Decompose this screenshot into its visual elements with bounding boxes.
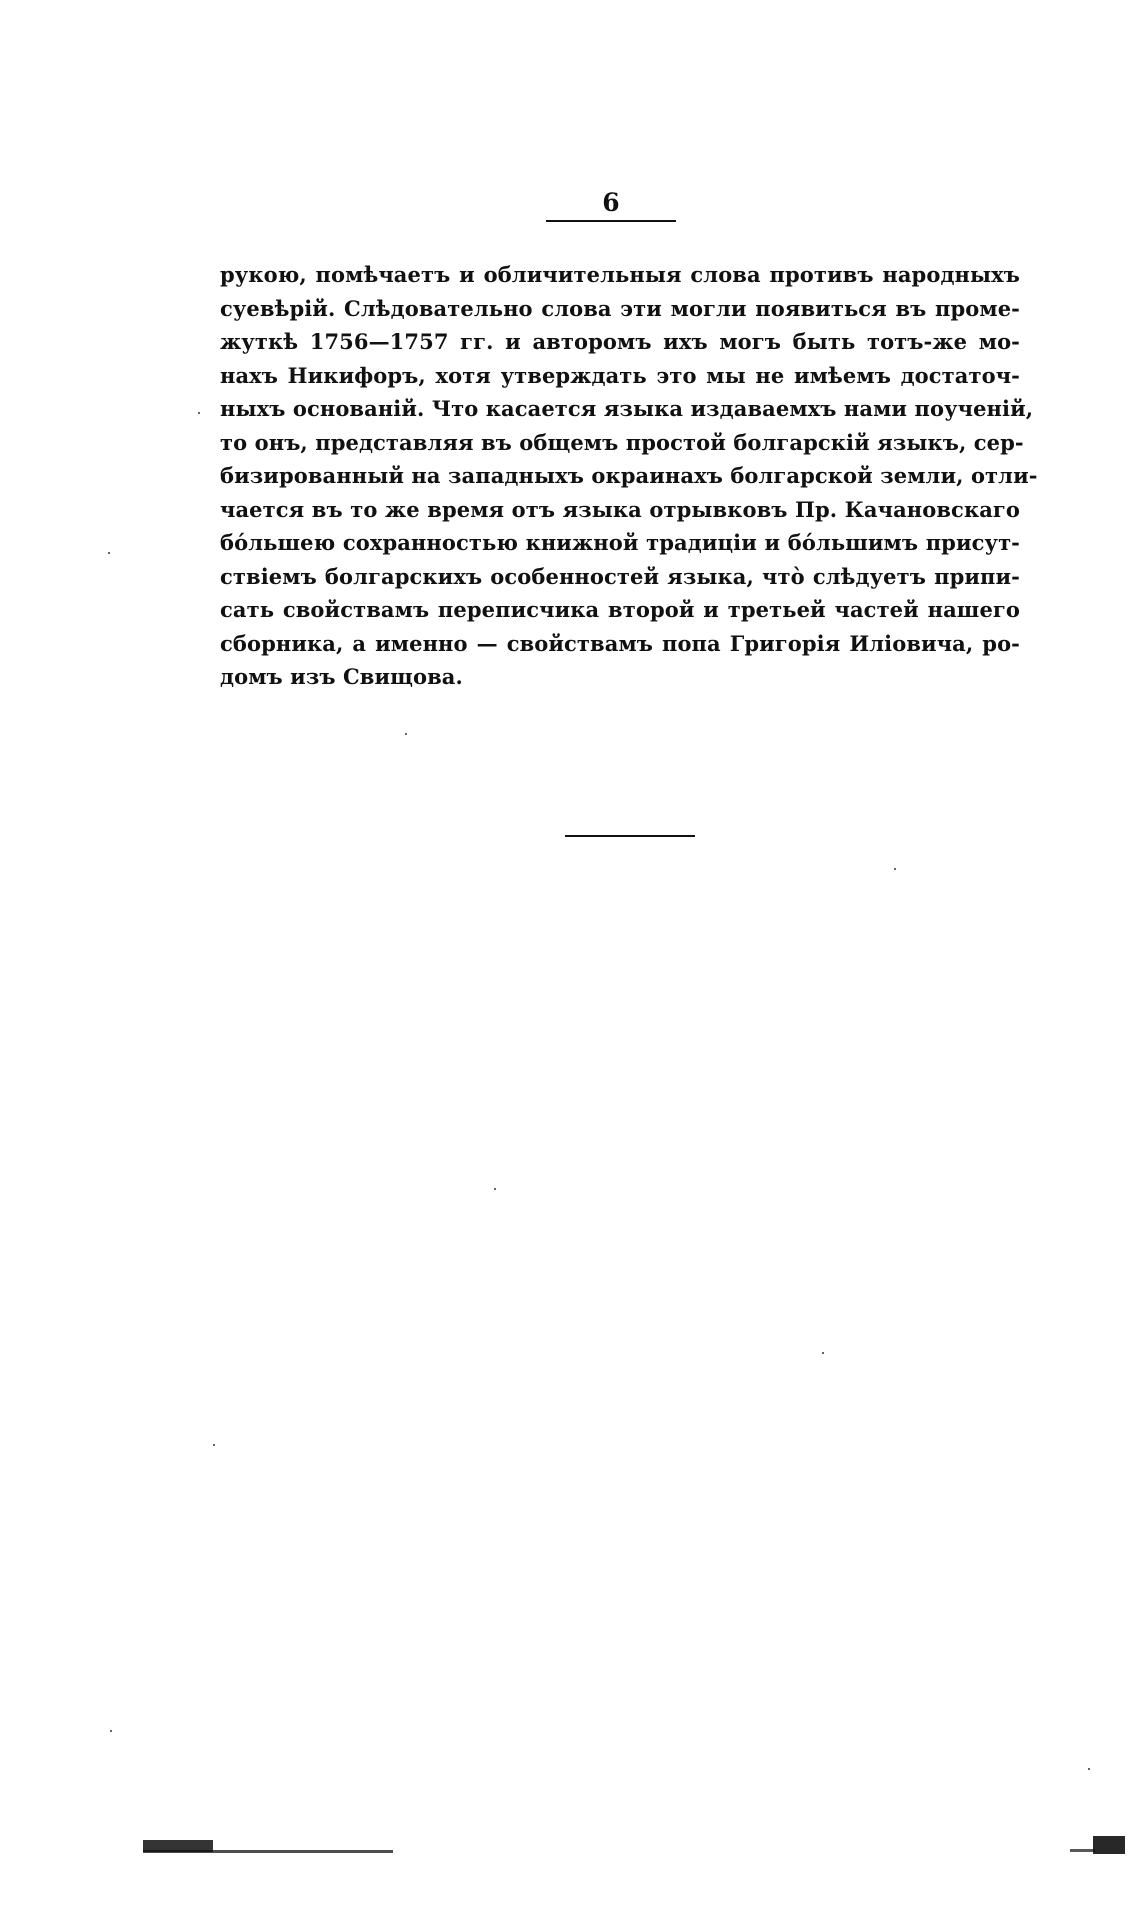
text-line: ствіемъ болгарскихъ особенностей языка, что̀ слѣдуетъ припи-: [220, 563, 1020, 589]
scan-speck: [198, 412, 200, 414]
page-number: 6: [602, 188, 620, 217]
text-line: ныхъ основаній. Что касается языка издаваемхъ нами поученій,: [220, 396, 1034, 421]
text-line: рукою, помѣчаетъ и обличительныя слова противъ народныхъ: [220, 262, 1020, 287]
body-text: [220, 258, 1038, 694]
text-line: жуткѣ 1756—1757 гг. и авторомъ ихъ могъ быть тотъ-же мо-: [220, 329, 1020, 354]
scan-speck: [405, 733, 407, 735]
text-line: бόльшею сохранностью книжной традиціи и бόльшимъ присут-: [220, 530, 1020, 555]
text-line: бизированный на западныхъ окраинахъ болгарской земли, отли-: [220, 463, 1038, 488]
text-line: нахъ Никифоръ, хотя утверждать это мы не имѣемъ достаточ-: [220, 362, 1020, 388]
end-rule: [565, 835, 695, 837]
scan-artifact: [143, 1840, 213, 1852]
header-rule: [546, 220, 676, 222]
text-line: домъ изъ Свищова.: [220, 664, 463, 689]
text-line: то онъ, представляя въ общемъ простой болгарскій языкъ, сер-: [220, 429, 1024, 455]
scan-artifact: [1070, 1849, 1095, 1852]
scan-speck: [822, 1352, 824, 1354]
scan-speck: [213, 1444, 215, 1446]
scan-speck: [110, 1730, 112, 1732]
scan-artifact: [1093, 1836, 1125, 1854]
scan-speck: [1088, 1768, 1090, 1770]
text-line: сать свойствамъ переписчика второй и третьей частей нашего: [220, 597, 1020, 622]
text-line: чается въ то же время отъ языка отрывковъ Пр. Качановскаго: [220, 496, 1020, 522]
scan-speck: [108, 552, 110, 554]
text-line: сборника, а именно — свойствамъ попа Григорія Иліовича, ро-: [220, 630, 1020, 656]
scan-speck: [494, 1188, 496, 1190]
scan-speck: [894, 868, 896, 870]
text-line: суевѣрій. Слѣдовательно слова эти могли появиться въ проме-: [220, 295, 1020, 321]
